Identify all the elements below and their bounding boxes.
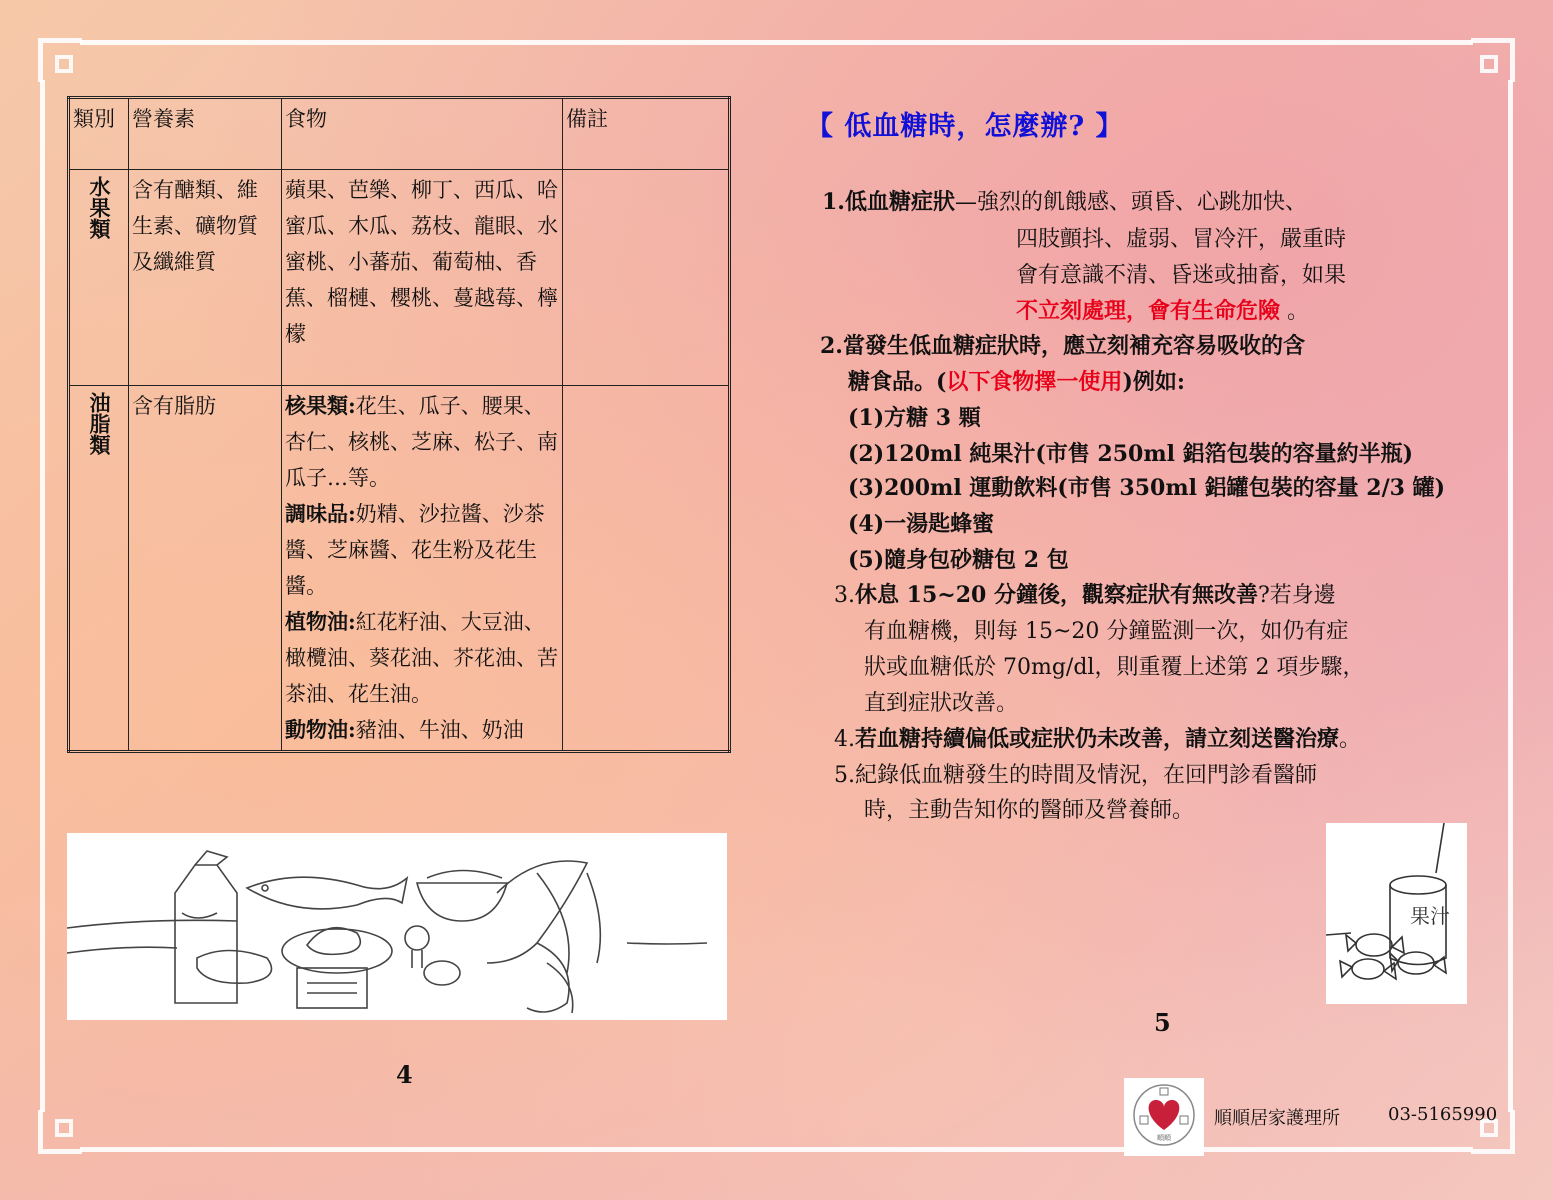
item2-line2: 糖食品。(以下食物擇一使用)例如:: [848, 369, 1185, 395]
item1-line1: 1.低血糖症狀—強烈的飢餓感、頭昏、心跳加快、: [822, 189, 1307, 215]
juice-candy-illustration: [1326, 823, 1467, 1004]
foods-oil: [282, 386, 563, 752]
food-sketch-illustration: [67, 833, 727, 1020]
header-nutrient: 營養素: [129, 98, 282, 170]
option-2: (2)120ml 純果汁(市售 250ml 鋁箔包裝的容量約半瓶): [848, 441, 1414, 467]
item3-line3: 狀或血糖低於 70mg/dl，則重覆上述第 2 項步驟，: [864, 655, 1365, 680]
food-group: 植物油:紅花籽油、大豆油、橄欖油、葵花油、芥花油、苦茶油、花生油。: [285, 609, 558, 706]
note-fruit: [563, 170, 730, 386]
table-header-row: [69, 98, 730, 170]
item3-line2: 有血糖機，則每 15~20 分鐘監測一次，如仍有症: [864, 619, 1349, 644]
nutrient-oil: 含有脂肪: [129, 386, 282, 752]
logo-text: 順順: [1157, 1134, 1171, 1142]
item1-line2: 四肢顫抖、虛弱、冒冷汗，嚴重時: [1016, 227, 1347, 252]
organization-name: 順順居家護理所: [1214, 1108, 1340, 1129]
item3-line1: 3.休息 15~20 分鐘後，觀察症狀有無改善?若身邊: [834, 582, 1336, 608]
category-oil: 油脂類: [87, 392, 112, 455]
item4-line: 4.若血糖持續偏低或症狀仍未改善，請立刻送醫治療。: [834, 726, 1362, 752]
table-row: [69, 386, 730, 752]
item3-line4: 直到症狀改善。: [864, 691, 1019, 716]
organization-phone: 03-5165990: [1388, 1104, 1498, 1125]
item2-line1: 2.當發生低血糖症狀時，應立刻補充容易吸收的含: [820, 333, 1305, 359]
note-oil: [563, 386, 730, 752]
item5-line2: 時，主動告知你的醫師及營養師。: [864, 798, 1195, 823]
food-group: 調味品:奶精、沙拉醬、沙茶醬、芝麻醬、花生粉及花生醬。: [285, 501, 545, 598]
page-number-right: 5: [1154, 1008, 1171, 1037]
food-group: 核果類:花生、瓜子、腰果、杏仁、核桃、芝麻、松子、南瓜子…等。: [285, 393, 558, 490]
nutrient-fruit: 含有醣類、維生素、礦物質及纖維質: [129, 170, 282, 386]
header-note: 備註: [563, 98, 730, 170]
table-row: [69, 170, 730, 386]
organization-logo: [1124, 1078, 1204, 1156]
item1-line3: 會有意識不清、昏迷或抽畜，如果: [1016, 263, 1347, 288]
juice-label: 果汁: [1410, 904, 1450, 928]
option-3: (3)200ml 運動飲料(市售 350ml 鋁罐包裝的容量 2/3 罐): [848, 475, 1446, 501]
option-4: (4)一湯匙蜂蜜: [848, 511, 995, 537]
page-number-left: 4: [396, 1060, 413, 1089]
food-group: 動物油:豬油、牛油、奶油: [285, 717, 524, 742]
nutrition-table: [67, 96, 731, 753]
header-category: 類別: [69, 98, 129, 170]
item5-line1: 5.紀錄低血糖發生的時間及情況，在回門診看醫師: [834, 763, 1317, 788]
option-5: (5)隨身包砂糖包 2 包: [848, 547, 1069, 573]
page-title: 【 低血糖時，怎麼辦? 】: [806, 111, 1124, 142]
item1-line4: 不立刻處理，會有生命危險 。: [1016, 298, 1310, 324]
category-fruit: 水果類: [87, 176, 112, 239]
foods-fruit: 蘋果、芭樂、柳丁、西瓜、哈蜜瓜、木瓜、荔枝、龍眼、水蜜桃、小蕃茄、葡萄柚、香蕉、榴槤、櫻桃、蔓越莓、檸檬: [282, 170, 563, 386]
option-1: (1)方糖 3 顆: [848, 405, 981, 431]
header-food: 食物: [282, 98, 563, 170]
